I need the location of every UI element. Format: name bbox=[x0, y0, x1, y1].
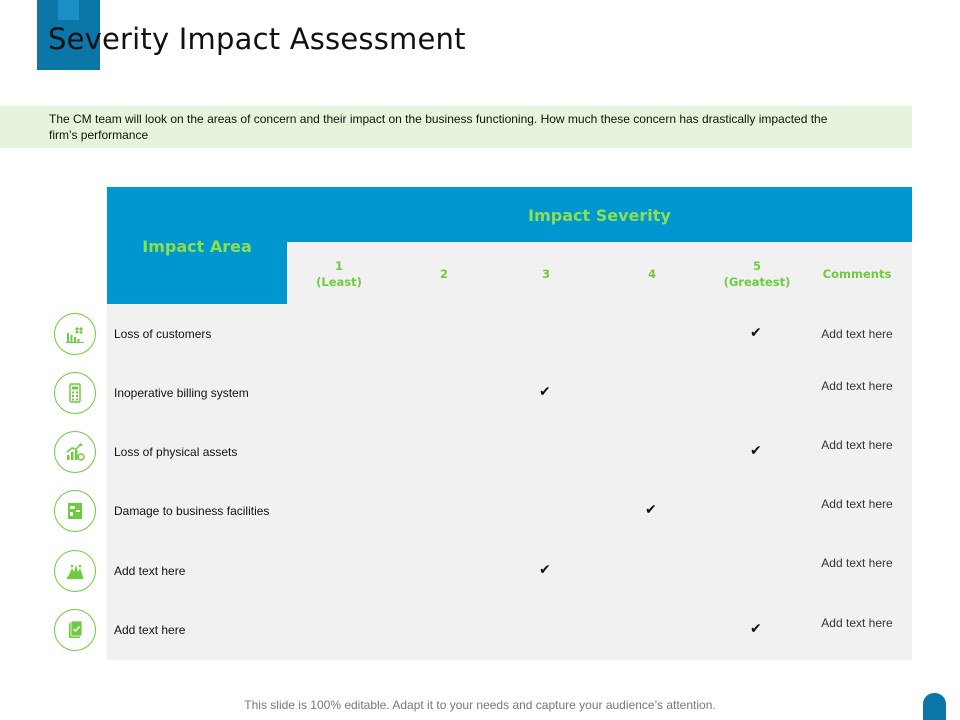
column-header-4 bbox=[601, 256, 703, 292]
title-accent-highlight bbox=[58, 0, 79, 20]
severity-check-row-5: ✔ bbox=[539, 562, 551, 578]
team-hands-glyph bbox=[64, 560, 86, 582]
column-header-number: 4 bbox=[647, 267, 656, 281]
column-header-label: Comments bbox=[822, 267, 892, 281]
description-text: The CM team will look on the areas of concern and their impact on the business functioning. How much these concern has drastically impacted the firm’s performance bbox=[49, 112, 828, 142]
severity-check-row-3: ✔ bbox=[750, 443, 762, 459]
corner-tab bbox=[923, 693, 946, 720]
customers-chart-glyph bbox=[64, 323, 86, 345]
row-comment: Add text here bbox=[821, 497, 893, 511]
row-comment: Add text here bbox=[821, 616, 893, 630]
column-header-caption: (Least) bbox=[316, 275, 362, 289]
column-header-number: 2 bbox=[439, 267, 448, 281]
severity-check-row-4: ✔ bbox=[645, 502, 657, 518]
document-check-glyph bbox=[64, 619, 86, 641]
footer-note: This slide is 100% editable. Adapt it to your needs and capture your audience’s attention. bbox=[244, 698, 716, 712]
row-label-loss-of-customers: Loss of customers bbox=[114, 327, 212, 341]
column-header-number: 3 bbox=[541, 267, 550, 281]
document-check-icon bbox=[54, 609, 96, 651]
severity-check-row-2: ✔ bbox=[539, 384, 551, 400]
column-header-comments bbox=[806, 256, 908, 292]
row-label-custom-2: Add text here bbox=[114, 623, 186, 637]
column-header-2 bbox=[393, 256, 495, 292]
severity-check-row-1: ✔ bbox=[750, 325, 762, 341]
column-header-number: 1 bbox=[334, 259, 343, 273]
customers-chart-icon bbox=[54, 313, 96, 355]
row-comment: Add text here bbox=[821, 327, 893, 341]
billing-calculator-glyph bbox=[64, 382, 86, 404]
column-header-3 bbox=[495, 256, 597, 292]
growth-chart-glyph bbox=[64, 441, 86, 463]
facility-box-icon bbox=[54, 490, 96, 532]
row-label-damage-to-facilities: Damage to business facilities bbox=[114, 504, 270, 518]
page-title: Severity Impact Assessment bbox=[48, 22, 466, 56]
impact-severity-header: Impact Severity bbox=[528, 206, 671, 225]
column-header-number: 5 bbox=[752, 259, 761, 273]
column-header-caption: (Greatest) bbox=[723, 275, 791, 289]
billing-calculator-icon bbox=[54, 372, 96, 414]
growth-chart-icon bbox=[54, 431, 96, 473]
team-hands-icon bbox=[54, 550, 96, 592]
row-comment: Add text here bbox=[821, 438, 893, 452]
row-label-loss-of-physical-assets: Loss of physical assets bbox=[114, 445, 238, 459]
column-header-1 bbox=[288, 256, 390, 292]
row-comment: Add text here bbox=[821, 556, 893, 570]
facility-box-glyph bbox=[64, 500, 86, 522]
table-body-background bbox=[107, 304, 912, 660]
severity-check-row-6: ✔ bbox=[750, 621, 762, 637]
row-label-custom-1: Add text here bbox=[114, 564, 186, 578]
column-header-5 bbox=[706, 256, 808, 292]
row-comment: Add text here bbox=[821, 379, 893, 393]
impact-area-header: Impact Area bbox=[142, 237, 252, 256]
row-label-inoperative-billing: Inoperative billing system bbox=[114, 386, 249, 400]
